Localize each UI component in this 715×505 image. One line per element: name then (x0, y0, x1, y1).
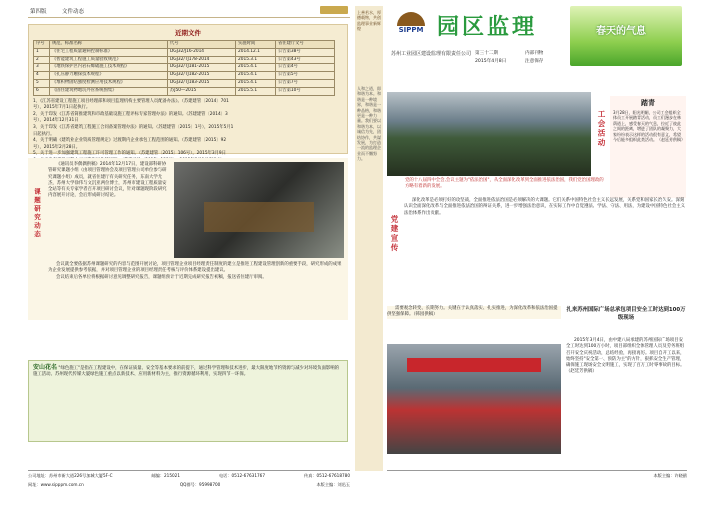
table-header-row (34, 41, 335, 49)
col-header: 实施时间 (236, 41, 276, 49)
table-cell: 2015.4.1 (236, 79, 276, 87)
project-text-block (566, 338, 686, 376)
internal-label: 内部刊物 (525, 51, 544, 56)
note-line: 2、关于印发《江苏省简推建筑和市政基础设施工程评标专家管理办法》的通知。（苏建建管〔2014〕3 (33, 111, 228, 117)
safety-event-photo (387, 344, 561, 454)
party-quote-box (387, 306, 561, 319)
note-line: 日起执行。 (33, 131, 55, 137)
qq-group: QQ群号：95998700 (179, 482, 221, 487)
note-line: 4、关于明确《建筑业企业资质管理规定》过渡期内企业承包工程范围的通知。（苏建建管〔2015〕92 (33, 138, 227, 144)
left-sidebar-strip (355, 6, 383, 471)
table-cell: 《堆积物固结强度检测应用技术规程》 (50, 79, 168, 87)
left-editor: 本版主编：刘迅玉 (316, 482, 350, 487)
table-cell: 1 (34, 48, 50, 56)
green-construction-box (28, 360, 348, 442)
table-cell: 公告第7号 (276, 79, 335, 87)
company-address: 公司地址：苏州市新大道226号加城大厦5F-C (28, 473, 113, 478)
party-group-photo (387, 92, 591, 176)
red-banner-shape (407, 358, 541, 372)
research-paragraph: 会议就全要依据苏州课题研究的内容与范围开展讨论，项目管理企业项目经理责任制度的建立是推进工程建设管理创新的重要手段，研究形成的成果为企业发展提供参考依据，并对项目管理企业的项目经理责任考核与评价体系建设提出建议。 (48, 262, 342, 274)
table-cell: DGJ32/J16-2014 (168, 48, 236, 56)
spring-banner-text: 春天的气息 (596, 26, 646, 37)
note-line: 1、《江苏省建设工程施工项目经理部和项目监理机构主要管理人员配备办法》。（苏建建管〔2014〕701 (33, 98, 229, 104)
note-line: 号），2015年7月1日起执行。 (33, 105, 91, 111)
harmony-text: 人和之道，即和谐为本。和谐是一种境界，和谐是一种品格，和谐更是一种力量。我们要以和谐为本，以诚信为先，团结协作，共谋发展，为打造一流的监理企业而不懈努力。 (357, 86, 381, 162)
table-cell: 2 (34, 56, 50, 64)
table-row (34, 87, 335, 95)
table-cell: 《住宅工程质量通病控制标准》 (50, 48, 168, 56)
table-cell: 2015.3.1 (236, 56, 276, 64)
note-line: 3、关于印发《江苏省建筑工程施工合同备案管理办法》的通知。（苏建建管〔2015〕1号），2015年5月1 (33, 124, 234, 130)
trek-text: 3月28日，阳光明媚，公司工会组织全体员工开展踏青活动，员工们漫步在林荫道上，感受春天的气息，拉近了彼此之间的距离，增进了团队的凝聚力，大家纷纷表示这样的活动很有意义，希望今后能多组织此类活动。（赵廷芳供稿） (613, 110, 685, 143)
table-cell: 公告第5号 (276, 72, 335, 80)
table-cell: 苏J50—2015 (168, 87, 236, 95)
spring-banner (570, 6, 682, 66)
table-row (34, 64, 335, 72)
meeting-photo (174, 162, 344, 258)
green-box-text: "绿色施工"是指在工程建设中，在保证质量、安全等基本要求的前提下，通过科学管理和技术进步，最大限度地节约资源与减少对环境负面影响的施工活动。苏州现代传媒大厦绿色施工重点以新技术、应用新材料为主，推行资源循环利用，实现四节一环保。 (33, 366, 340, 378)
note-line: 5、关于进一步加强建筑工程施工许可管理工作的通知。（苏建建管〔2015〕106号），2015年3月9日 (33, 151, 226, 157)
table-row (34, 79, 335, 87)
table-cell: DGJ32/TJ182-2015 (168, 72, 236, 80)
logo-text: SIPPM (398, 26, 424, 34)
table-cell: 2015.4.1 (236, 72, 276, 80)
trek-section (610, 96, 686, 198)
party-quote: 需要观念转变、长期努力。关键在于认真落实、扎实推进，为深化改革和依法治国提供坚强保障。（韩园供稿） (387, 306, 558, 318)
masthead-company: 苏州工业园区建设监理有限责任公司 (391, 51, 472, 57)
party-title: 党建宣传 (390, 215, 399, 253)
col-header: 规范、标准名称 (50, 41, 168, 49)
left-page-header (28, 4, 350, 18)
right-footer (387, 470, 687, 479)
table-cell: 5 (34, 79, 50, 87)
website: 网址：www.sipppm.com.cn (28, 482, 84, 487)
research-intro (48, 162, 168, 200)
research-section (28, 158, 348, 320)
table-cell: 6 (34, 87, 50, 95)
fax: 传真：0512-67618780 (303, 473, 350, 478)
issue-number: 第三十二期 (475, 51, 498, 56)
motto-text: 上善若水，厚德载物，共创监理事业新辉煌 (357, 10, 381, 32)
edition-label: 第四版 (30, 9, 47, 15)
sippm-logo-icon (391, 12, 431, 42)
table-cell: 2015.5.1 (236, 87, 276, 95)
table-cell: 《孔压静力触探技术规程》 (50, 72, 168, 80)
green-box-title: 安山花名 (33, 364, 58, 371)
left-footer (28, 470, 350, 488)
table-row (34, 56, 335, 64)
table-cell: DGJ32/TJ178-2014 (168, 56, 236, 64)
docs-title: 近期文件 (175, 29, 201, 37)
table-cell: DGJ32/TJ183-2015 (168, 79, 236, 87)
project-headline (566, 306, 686, 336)
research-body (48, 262, 344, 281)
table-cell: 《智能建筑工程施工质量验收规范》 (50, 56, 168, 64)
masthead (387, 6, 565, 88)
party-paragraph: 深化改革是必须打好的攻坚战，全面推进依法治国是必须解决的大课题。它们关系中国特色社会主义长远发展，关系党和国家长治久安。深刻认识全面深化改革与全面推进依法治国的辩证关系，进一步增强法治意识，在实际工作中自觉遵法、学法、守法、用法，为建设中国特色社会主义法治体系作出贡献。 (404, 198, 686, 216)
masthead-title: 园区监理 (437, 15, 538, 40)
research-paragraph: 《通讯员李偶偶供稿》2014年12月17日，建设部科研协管研究课题小组（由项目管理协会及项目管理公司单位参与研究课题小组）成员，就省住建厅有关研究任务，东南大学尤杰，苏州大学徐伟与文沉亚两位博士，苏州市建设工程质量安全站等有关专家学者召开项目研讨会议，针对课题现阶段研究内容展开讨论，会后形成研讨结论。 (48, 162, 167, 199)
table-cell: 2014.12.1 (236, 48, 276, 56)
table-cell: 《地铁保护区内岩石爆破施工技术规程》 (50, 64, 168, 72)
postcode: 邮编：215021 (151, 473, 181, 478)
recent-documents-box (28, 24, 348, 157)
right-editor: 本版主编：许晓鹃 (653, 473, 687, 478)
document-notes (33, 99, 343, 165)
table-cell: DGJ32/TJ181-2015 (168, 64, 236, 72)
table-cell: 公告第43号 (276, 56, 335, 64)
trek-title: 踏青 (641, 99, 655, 107)
research-column-title: 课题研究动态 (33, 188, 41, 239)
project-paragraph: 2015年3月4日，由中建八局承建的苏州国际广场项目安全工时达到100万小时，项目部组织全体管理人员及劳务班组召开安全庆祝活动，总结经验，再接再厉。项目自开工以来，始终坚持"安全第一、预防为主"的方针，狠抓安全生产管理，确保施工现场安全文明施工，实现了百万工时零事故的目标。（赵廷芳供稿） (566, 338, 685, 375)
project-title: 扎来苏州国际广场总承包项目安全工时达到100万级现场 (566, 307, 686, 321)
table-cell: 公告第38号 (276, 48, 335, 56)
table-cell: 公告第10号 (276, 87, 335, 95)
table-cell: 4 (34, 72, 50, 80)
union-title: 工会活动 (597, 110, 606, 148)
meeting-table-shape (204, 202, 314, 232)
table-cell: 2015.4.1 (236, 64, 276, 72)
col-header: 省住建厅文号 (276, 41, 335, 49)
note-line: 号），2014年12月31日 (33, 118, 79, 124)
party-text-block (404, 198, 686, 217)
issue-date: 2015年4月8日 (475, 59, 507, 64)
table-row (34, 48, 335, 56)
keep-label: 注意保存 (525, 59, 544, 64)
section-label: 文件动态 (62, 9, 85, 15)
note-line: 号），2015年2月28日。 (33, 144, 81, 150)
table-cell: 3 (34, 64, 50, 72)
table-cell: 《固住建筑物地坑外管系统图集》 (50, 87, 168, 95)
table-cell: 公告第4号 (276, 64, 335, 72)
party-caption: 党的十八届四中全会,会议主题为"依法治国"，从全面深化改革到全面推进依法治国，我们党治国理政的方略有着新的发展。 (405, 178, 604, 189)
table-row (34, 72, 335, 80)
col-header: 序号 (34, 41, 50, 49)
research-paragraph: 会议结束后各单位将根据研讨意见调整研究报告，课题组预计于近期完成研究报告初稿，报送省住建厅审阅。 (56, 274, 267, 280)
mini-logo-icon (320, 6, 348, 14)
standards-table (33, 40, 335, 96)
col-header: 代号 (168, 41, 236, 49)
phone: 电话：0512-67631767 (218, 473, 265, 478)
